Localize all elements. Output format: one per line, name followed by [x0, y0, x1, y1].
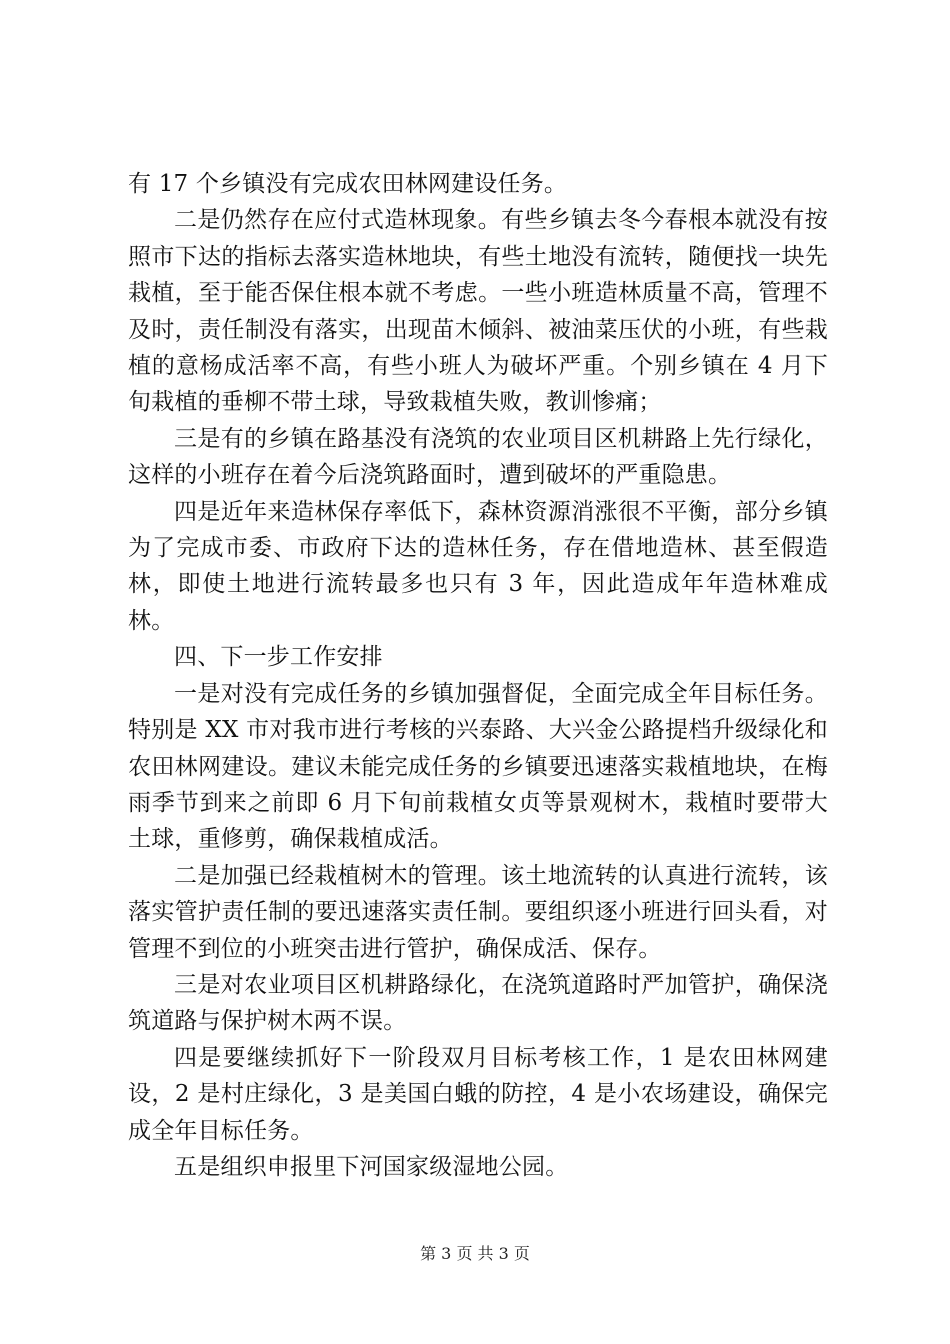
paragraph-1: 有 17 个乡镇没有完成农田林网建设任务。 — [128, 171, 568, 197]
paragraph-6: 一是对没有完成任务的乡镇加强督促，全面完成全年目标任务。特别是 XX 市对我市进行考核的兴泰路、大兴金公路提档升级绿化和农田林网建设。建议未能完成任务的乡镇要迅速落实栽植地块，在梅雨季节到来之前即 6 月下旬前栽植女贞等景观树木，栽植时要带大土球，重修剪，确保栽植成活。 — [128, 680, 828, 853]
paragraph-7: 二是加强已经栽植树木的管理。该土地流转的认真进行流转，该落实管护责任制的要迅速落实责任制。要组织逐小班进行回头看，对管理不到位的小班突击进行管护，确保成活、保存。 — [128, 862, 828, 962]
paragraph-3: 三是有的乡镇在路基没有浇筑的农业项目区机耕路上先行绿化，这样的小班存在着今后浇筑路面时，遭到破坏的严重隐患。 — [128, 425, 828, 489]
paragraph-4: 四是近年来造林保存率低下，森林资源消涨很不平衡，部分乡镇为了完成市委、市政府下达的造林任务，存在借地造林、甚至假造林，即使土地进行流转最多也只有 3 年，因此造成年年造林难成林。 — [128, 498, 828, 634]
document-body — [128, 166, 828, 1185]
paragraph-2: 二是仍然存在应付式造林现象。有些乡镇去冬今春根本就没有按照市下达的指标去落实造林地块，有些土地没有流转，随便找一块先栽植，至于能否保住根本就不考虑。一些小班造林质量不高，管理不及时，责任制没有落实，出现苗木倾斜、被油菜压伏的小班，有些栽植的意杨成活率不高，有些小班人为破坏严重。个别乡镇在 4 月下旬栽植的垂柳不带土球，导致栽植失败，教训惨痛； — [128, 207, 828, 416]
section-heading: 四、下一步工作安排 — [174, 644, 383, 671]
paragraph-10: 五是组织申报里下河国家级湿地公园。 — [174, 1153, 569, 1180]
paragraph-8: 三是对农业项目区机耕路绿化，在浇筑道路时严加管护，确保浇筑道路与保护树木两不误。 — [128, 971, 828, 1035]
page-footer: 第 3 页 共 3 页 — [420, 1244, 530, 1263]
paragraph-9: 四是要继续抓好下一阶段双月目标考核工作，1 是农田林网建设，2 是村庄绿化，3 是美国白蛾的防控，4 是小农场建设，确保完成全年目标任务。 — [128, 1044, 828, 1144]
